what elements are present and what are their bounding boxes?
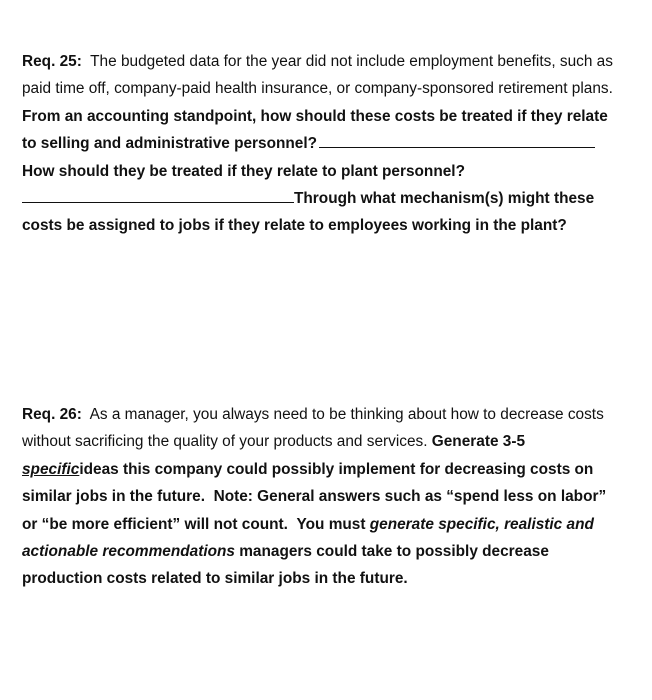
req-26-generate-text: Generate 3-5 [431,433,526,451]
req-26-must-rest: managers could take to possibly decrease production costs related to similar jobs in the future. [22,543,549,588]
req-25-intro: The budgeted data for the year did not include employment benefits, such as paid time off, company-paid health insurance, or company-sponsored retirement plans. [22,53,613,98]
req-26-must-text: You must [296,515,366,533]
req-26-paragraph [22,401,622,593]
req-25-question-2: How should they be treated if they relate to plant personnel? [22,162,465,180]
req-25-label: Req. 25: [22,53,82,70]
answer-blank-1[interactable] [319,132,595,148]
req-25-question-3: Through what mechanism(s) might these costs be assigned to jobs if they relate to employees working in the plant? [22,190,595,235]
req-25-paragraph [22,48,622,240]
req-26-generate-rest: ideas this company could possibly implement for decreasing costs on similar jobs in the future. [22,460,594,506]
req-26-specific-emphasis: specific [22,460,80,478]
req-26-label: Req. 26: [22,406,82,423]
req-26-must-emphasis: generate specific, realistic and actionable recommendations [22,515,594,561]
req-26-intro: As a manager, you always need to be thinking about how to decrease costs without sacrificing the quality of your products and services. [22,406,604,451]
req-26-note: Note: General answers such as “spend less on labor” or “be more efficient” will not count. [22,488,607,533]
req-25-question-1: From an accounting standpoint, how should these costs be treated if they relate to selling and administrative personnel? [22,107,608,153]
answer-blank-2[interactable] [22,187,294,203]
